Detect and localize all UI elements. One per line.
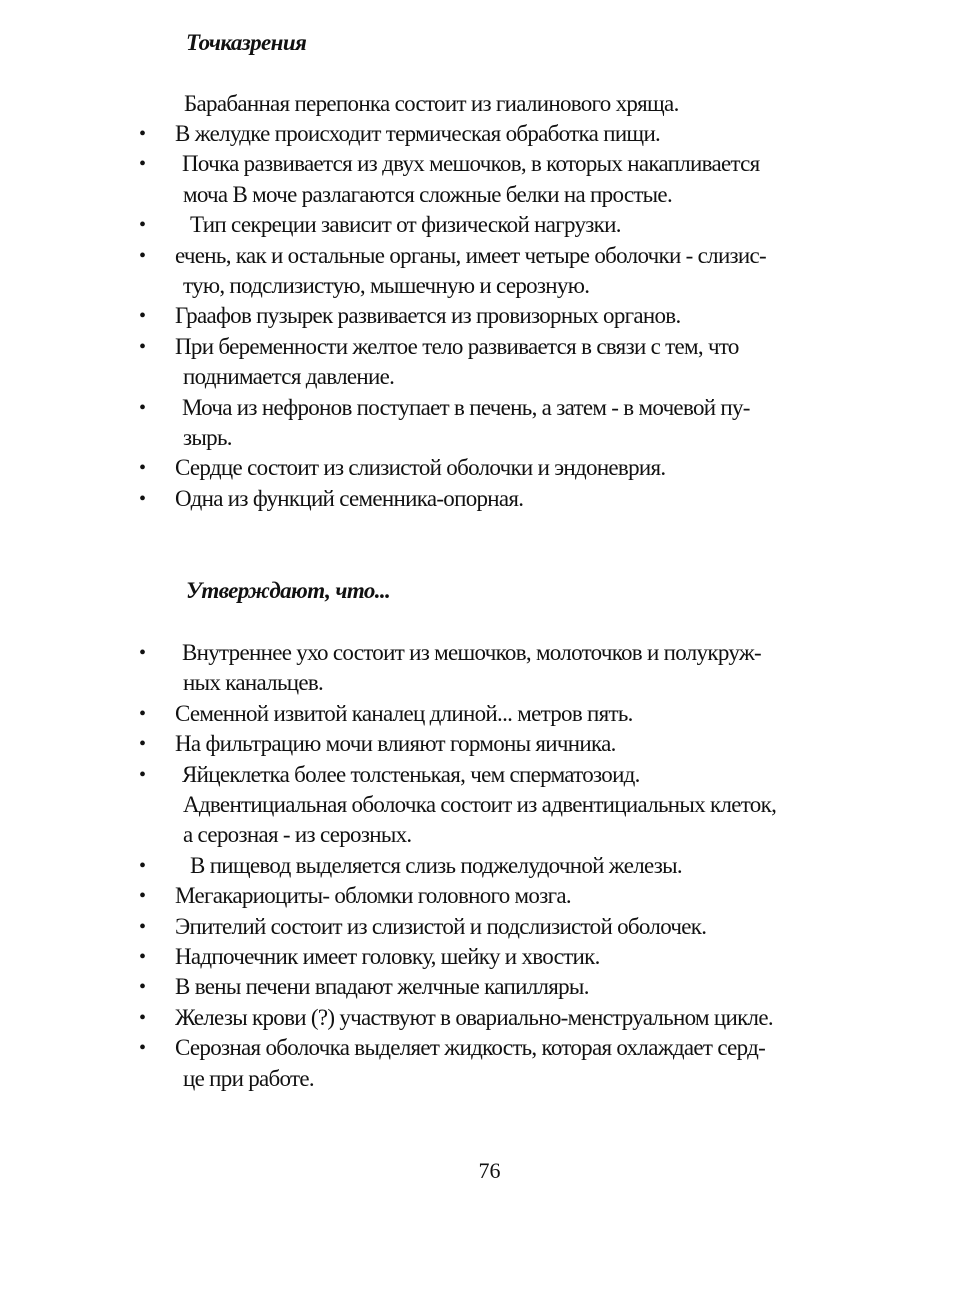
list-item [0,241,979,302]
list-item [0,790,979,851]
list-item-text: Эпителий состоит из слизистой и подслизистой оболочек. [175,913,707,939]
list-item [0,484,979,514]
bullet-icon: • [139,702,146,725]
list-item [0,1003,979,1033]
list-item-text: В вены печени впадают желчные капилляры. [175,974,589,1000]
list-item-text: Яйцеклетка более толстенькая, чем сперматозоид. [182,761,640,787]
list-item [0,699,979,729]
bullet-icon: • [139,214,146,237]
list-item [0,942,979,972]
list-item-text-continued: а серозная - из серозных. [183,822,412,848]
list-item [0,149,979,210]
bullet-icon: • [139,396,146,419]
list-item-text: На фильтрацию мочи влияют гормоны яичника. [175,731,616,757]
bullet-icon: • [139,305,146,328]
list-item-text: Внутреннее ухо состоит из мешочков, молоточков и полукруж- [182,640,761,665]
intro-statement: Барабанная перепонка состоит из гиалинового хряща. [184,91,679,116]
list-item-text: Адвентициальная оболочка состоит из адвентициальных клеток, [183,792,777,818]
section-heading-point-of-view: Точказрения [186,30,307,55]
list-item-text: ечень, как и остальные органы, имеет четыре оболочки - слизис- [175,242,767,268]
bullet-icon: • [139,457,146,480]
list-item-text-continued: моча В моче разлагаются сложные белки на простые. [183,181,672,207]
bullet-icon: • [139,244,146,267]
list-item [0,119,979,149]
list-item [0,453,979,483]
list-item-text: Сердце состоит из слизистой оболочки и эндоневрия. [175,455,666,481]
bullet-icon: • [139,885,146,908]
bullet-icon: • [139,335,146,358]
list-item-text: Железы крови (?) участвуют в овариально-менструальном цикле. [175,1004,773,1030]
list-item [0,393,979,454]
list-item-text: Моча из нефронов поступает в печень, а затем - в мочевой пу- [182,394,750,420]
list-item [0,729,979,759]
bullet-icon: • [139,763,146,786]
list-item-text: Почка развивается из двух мешочков, в которых накапливается [182,151,760,177]
list-item-text: Семенной извитой каналец длиной... метров пять. [175,700,633,726]
list-item [0,851,979,881]
list-item [0,912,979,942]
list-item-text: Серозная оболочка выделяет жидкость, которая охлаждает серд- [175,1035,766,1061]
bullet-icon: • [139,733,146,756]
list-item [0,1033,979,1094]
bullet-icon: • [139,1006,146,1029]
list-item-text-continued: зырь. [183,425,232,451]
statement-list-they-claim [0,638,979,1094]
page-number: 76 [478,1158,501,1183]
list-item-text: При беременности желтое тело развивается в связи с тем, что [175,333,739,359]
list-item-text: В пищевод выделяется слизь поджелудочной железы. [190,852,682,878]
list-item [0,332,979,393]
list-item [0,210,979,240]
list-item-text: Одна из функций семенника-опорная. [175,485,524,511]
list-item-text: В желудке происходит термическая обработка пищи. [175,121,661,146]
list-item-text-continued: поднимается давление. [183,364,395,390]
list-item-text: Мегакариоциты- обломки головного мозга. [175,883,571,909]
list-item-text: Тип секреции зависит от физической нагрузки. [190,212,621,238]
bullet-icon: • [139,642,146,664]
list-item-text-continued: ных канальцев. [183,670,324,696]
bullet-icon: • [139,976,146,999]
list-item [0,881,979,911]
list-item [0,638,979,699]
bullet-icon: • [139,915,146,938]
bullet-icon: • [139,153,146,176]
bullet-icon: • [139,1037,146,1060]
bullet-icon: • [139,854,146,877]
list-item-text-continued: тую, подслизистую, мышечную и серозную. [183,273,590,299]
list-item-text: Граафов пузырек развивается из провизорных органов. [175,303,681,329]
list-item [0,972,979,1002]
bullet-icon: • [139,123,146,145]
bullet-icon: • [139,946,146,969]
bullet-icon: • [139,487,146,510]
list-item-text: Надпочечник имеет головку, шейку и хвостик. [175,944,600,970]
statement-list-point-of-view [0,119,979,514]
list-item [0,760,979,790]
list-item [0,301,979,331]
list-item-text-continued: це при работе. [183,1065,314,1091]
section-heading-they-claim: Утверждают, что... [186,578,391,603]
